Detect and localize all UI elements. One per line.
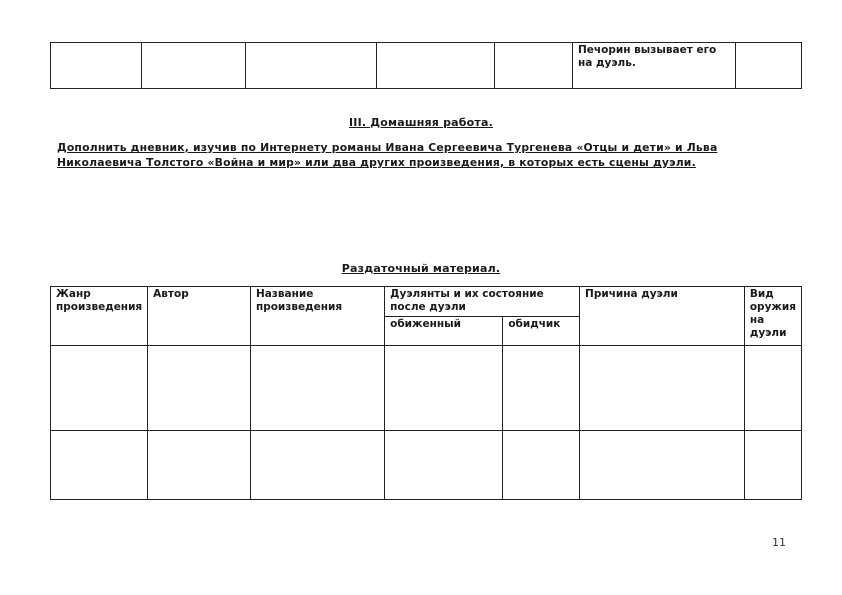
header-work-title: Название произведения: [250, 287, 384, 346]
table-cell-pechorin: Печорин вызывает его на дуэль.: [573, 43, 736, 89]
table-cell: [385, 431, 503, 500]
table-cell: [148, 431, 251, 500]
header-offender: обидчик: [503, 316, 580, 346]
top-table: [50, 42, 802, 89]
header-duelists: Дуэлянты и их состояние после дуэли: [385, 287, 580, 317]
table-cell: [736, 43, 802, 89]
table-cell: [580, 431, 745, 500]
page-number: 11: [772, 536, 786, 549]
table-cell: [142, 43, 246, 89]
table-cell: [148, 346, 251, 431]
homework-text: Дополнить дневник, изучив по Интернету романы Ивана Сергеевича Тургенева «Отцы и дети» и Льва Николаевича Толстого «Война и мир» или два других произведения, в которых есть сцены дуэли.: [57, 141, 718, 169]
table-cell: [503, 431, 580, 500]
header-reason: Причина дуэли: [580, 287, 745, 346]
table-cell: [495, 43, 573, 89]
table-cell: [246, 43, 377, 89]
table-row: [51, 43, 802, 89]
homework-title: III. Домашняя работа.: [348, 116, 493, 129]
handout-title: Раздаточный материал.: [341, 262, 501, 275]
table-cell: [250, 346, 384, 431]
table-cell: [744, 431, 801, 500]
header-offended: обиженный: [385, 316, 503, 346]
table-cell: [250, 431, 384, 500]
table-row: [51, 431, 802, 500]
table-cell: [744, 346, 801, 431]
table-cell: [377, 43, 495, 89]
table-cell: [51, 431, 148, 500]
header-genre: Жанр произведения: [51, 287, 148, 346]
header-weapon: Вид оружия на дуэли: [744, 287, 801, 346]
table-cell: [580, 346, 745, 431]
table-row: [51, 346, 802, 431]
table-cell: [385, 346, 503, 431]
table-cell: [503, 346, 580, 431]
header-author: Автор: [148, 287, 251, 346]
table-cell: [51, 43, 142, 89]
table-cell: [51, 346, 148, 431]
header-row: [51, 287, 802, 317]
handout-table: [50, 286, 802, 500]
